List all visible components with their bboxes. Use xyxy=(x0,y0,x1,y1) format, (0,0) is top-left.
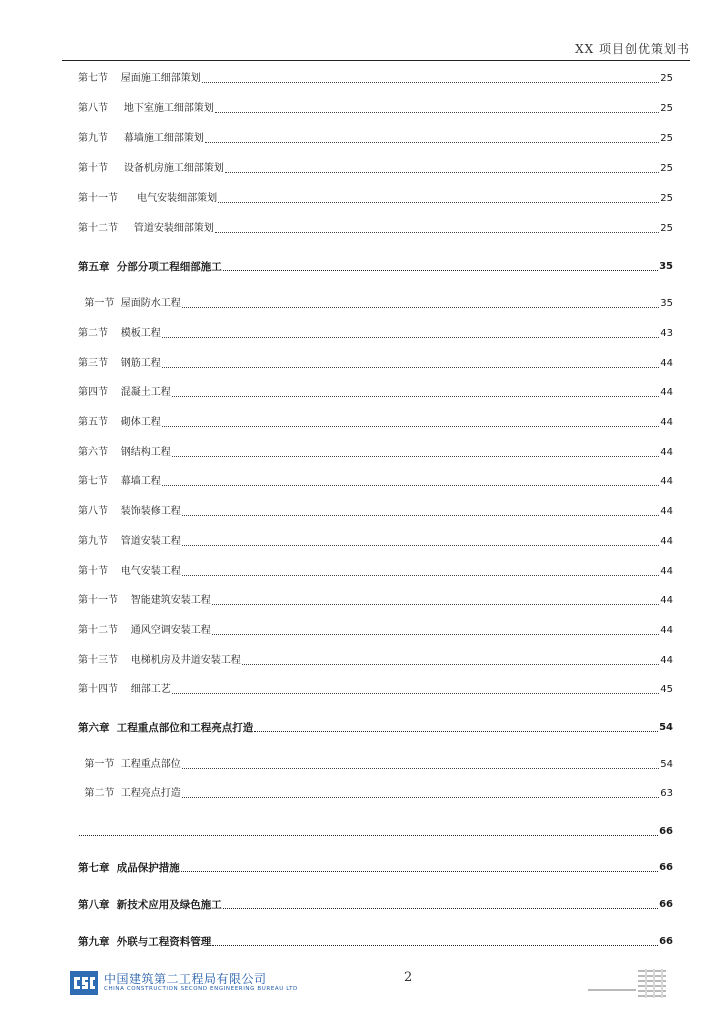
toc-section-entry[interactable] xyxy=(78,652,673,668)
toc-entry-label: 第九章 外联与工程资料管理 xyxy=(78,936,212,948)
toc-dot-leader xyxy=(182,515,660,516)
company-name-cn: 中国建筑第二工程局有限公司 xyxy=(104,972,267,986)
toc-dot-leader xyxy=(172,456,660,457)
toc-section-entry[interactable] xyxy=(78,220,673,236)
toc-entry-label: 第三节 钢筋工程 xyxy=(78,358,161,369)
toc-page-number: 54 xyxy=(660,759,673,770)
toc-section-entry[interactable] xyxy=(78,563,673,579)
toc-page-number: 35 xyxy=(660,298,673,309)
decorative-stripes-icon xyxy=(588,966,672,1000)
toc-chapter-entry[interactable] xyxy=(78,823,673,839)
toc-page-number: 44 xyxy=(660,625,673,636)
document-title: XX 项目创优策划书 xyxy=(575,42,690,56)
toc-entry-label: 第八章 新技术应用及绿色施工 xyxy=(78,899,222,911)
toc-dot-leader xyxy=(212,604,660,605)
toc-section-entry[interactable] xyxy=(78,756,673,772)
toc-dot-leader xyxy=(162,426,660,427)
toc-page-number: 25 xyxy=(660,133,673,144)
toc-entry-label: 第二节 工程亮点打造 xyxy=(78,788,181,799)
toc-section-entry[interactable] xyxy=(78,592,673,608)
toc-page-number: 44 xyxy=(660,655,673,666)
toc-page-number: 44 xyxy=(660,595,673,606)
toc-page-number: 44 xyxy=(660,506,673,517)
toc-page-number: 43 xyxy=(660,328,673,339)
toc-dot-leader xyxy=(162,367,660,368)
toc-dot-leader xyxy=(223,908,658,909)
toc-section-entry[interactable] xyxy=(78,160,673,176)
toc-chapter-entry[interactable] xyxy=(78,258,673,274)
toc-dot-leader xyxy=(212,634,660,635)
toc-chapter-entry[interactable] xyxy=(78,896,673,912)
toc-entry-label: 第二节 模板工程 xyxy=(78,328,161,339)
toc-dot-leader xyxy=(182,575,660,576)
toc-dot-leader xyxy=(162,337,660,338)
toc-page-number: 44 xyxy=(660,358,673,369)
toc-section-entry[interactable] xyxy=(78,190,673,206)
toc-page-number: 45 xyxy=(660,684,673,695)
toc-page-number: 66 xyxy=(659,899,673,910)
toc-dot-leader xyxy=(212,945,658,946)
toc-dot-leader xyxy=(223,270,658,271)
toc-section-entry[interactable] xyxy=(78,384,673,400)
toc-entry-label: 第十三节 电梯机房及井道安装工程 xyxy=(78,655,241,666)
toc-entry-label: 第九节 幕墙施工细部策划 xyxy=(78,133,204,144)
header-divider xyxy=(62,60,690,61)
toc-dot-leader xyxy=(182,797,660,798)
toc-dot-leader xyxy=(218,202,659,203)
toc-dot-leader xyxy=(215,232,659,233)
toc-page-number: 25 xyxy=(660,103,673,114)
toc-entry-label: 第五节 砌体工程 xyxy=(78,417,161,428)
toc-dot-leader xyxy=(242,664,660,665)
cscec-logo-icon xyxy=(70,971,98,995)
toc-entry-label: 第十二节 通风空调安装工程 xyxy=(78,625,211,636)
toc-entry-label: 第九节 管道安装工程 xyxy=(78,536,181,547)
toc-page-number: 66 xyxy=(659,936,673,947)
toc-entry-label: 第一节 工程重点部位 xyxy=(78,759,181,770)
toc-page-number: 25 xyxy=(660,223,673,234)
toc-section-entry[interactable] xyxy=(78,325,673,341)
toc-section-entry[interactable] xyxy=(78,130,673,146)
toc-entry-label: 第七节 屋面施工细部策划 xyxy=(78,73,201,84)
toc-section-entry[interactable] xyxy=(78,622,673,638)
toc-dot-leader xyxy=(182,768,660,769)
toc-dot-leader xyxy=(182,545,660,546)
toc-entry-label: 第十二节 管道安装细部策划 xyxy=(78,223,214,234)
toc-chapter-entry[interactable] xyxy=(78,719,673,735)
toc-section-entry[interactable] xyxy=(78,355,673,371)
toc-entry-label: 第七章 成品保护措施 xyxy=(78,862,180,874)
toc-section-entry[interactable] xyxy=(78,295,673,311)
toc-page-number: 44 xyxy=(660,387,673,398)
toc-section-entry[interactable] xyxy=(78,473,673,489)
toc-dot-leader xyxy=(79,835,658,836)
toc-page-number: 44 xyxy=(660,476,673,487)
toc-page-number: 25 xyxy=(660,73,673,84)
toc-dot-leader xyxy=(205,142,659,143)
toc-page-number: 66 xyxy=(659,862,673,873)
toc-page-number: 25 xyxy=(660,163,673,174)
toc-entry-label: 第四节 混凝土工程 xyxy=(78,387,171,398)
toc-entry-label: 第一节 屋面防水工程 xyxy=(78,298,181,309)
toc-entry-label: 第五章 分部分项工程细部施工 xyxy=(78,261,222,273)
toc-entry-label: 第十一节 智能建筑安装工程 xyxy=(78,595,211,606)
toc-page-number: 54 xyxy=(659,722,673,733)
company-name-en: CHINA CONSTRUCTION SECOND ENGINEERING BUREAU LTD xyxy=(104,986,298,992)
toc-section-entry[interactable] xyxy=(78,785,673,801)
toc-dot-leader xyxy=(172,693,660,694)
toc-section-entry[interactable] xyxy=(78,70,673,86)
page-number: 2 xyxy=(404,970,413,985)
toc-page-number: 44 xyxy=(660,447,673,458)
toc-dot-leader xyxy=(254,731,658,732)
toc-entry-label: 第六节 钢结构工程 xyxy=(78,447,171,458)
toc-page-number: 63 xyxy=(660,788,673,799)
toc-page-number: 44 xyxy=(660,417,673,428)
toc-entry-label: 第七节 幕墙工程 xyxy=(78,476,161,487)
toc-page-number: 44 xyxy=(660,566,673,577)
toc-page-number: 66 xyxy=(659,826,673,837)
toc-section-entry[interactable] xyxy=(78,533,673,549)
toc-entry-label: 第十节 设备机房施工细部策划 xyxy=(78,163,224,174)
toc-dot-leader xyxy=(181,871,658,872)
toc-dot-leader xyxy=(162,485,660,486)
toc-entry-label: 第八节 地下室施工细部策划 xyxy=(78,103,214,114)
toc-entry-label: 第十四节 细部工艺 xyxy=(78,684,171,695)
toc-section-entry[interactable] xyxy=(78,100,673,116)
toc-page-number: 25 xyxy=(660,193,673,204)
toc-page-number: 44 xyxy=(660,536,673,547)
toc-dot-leader xyxy=(202,82,660,83)
toc-entry-label: 第十一节 电气安装细部策划 xyxy=(78,193,218,204)
toc-entry-label: 第八节 装饰装修工程 xyxy=(78,506,181,517)
toc-dot-leader xyxy=(172,396,660,397)
toc-chapter-entry[interactable] xyxy=(78,933,673,949)
toc-page-number: 35 xyxy=(659,261,673,272)
toc-dot-leader xyxy=(182,307,660,308)
toc-section-entry[interactable] xyxy=(78,503,673,519)
toc-chapter-entry[interactable] xyxy=(78,859,673,875)
toc-section-entry[interactable] xyxy=(78,414,673,430)
toc-section-entry[interactable] xyxy=(78,444,673,460)
toc-section-entry[interactable] xyxy=(78,681,673,697)
toc-dot-leader xyxy=(215,112,659,113)
toc-entry-label: 第六章 工程重点部位和工程亮点打造 xyxy=(78,722,254,734)
toc-entry-label: 第十节 电气安装工程 xyxy=(78,566,181,577)
toc-dot-leader xyxy=(225,172,659,173)
